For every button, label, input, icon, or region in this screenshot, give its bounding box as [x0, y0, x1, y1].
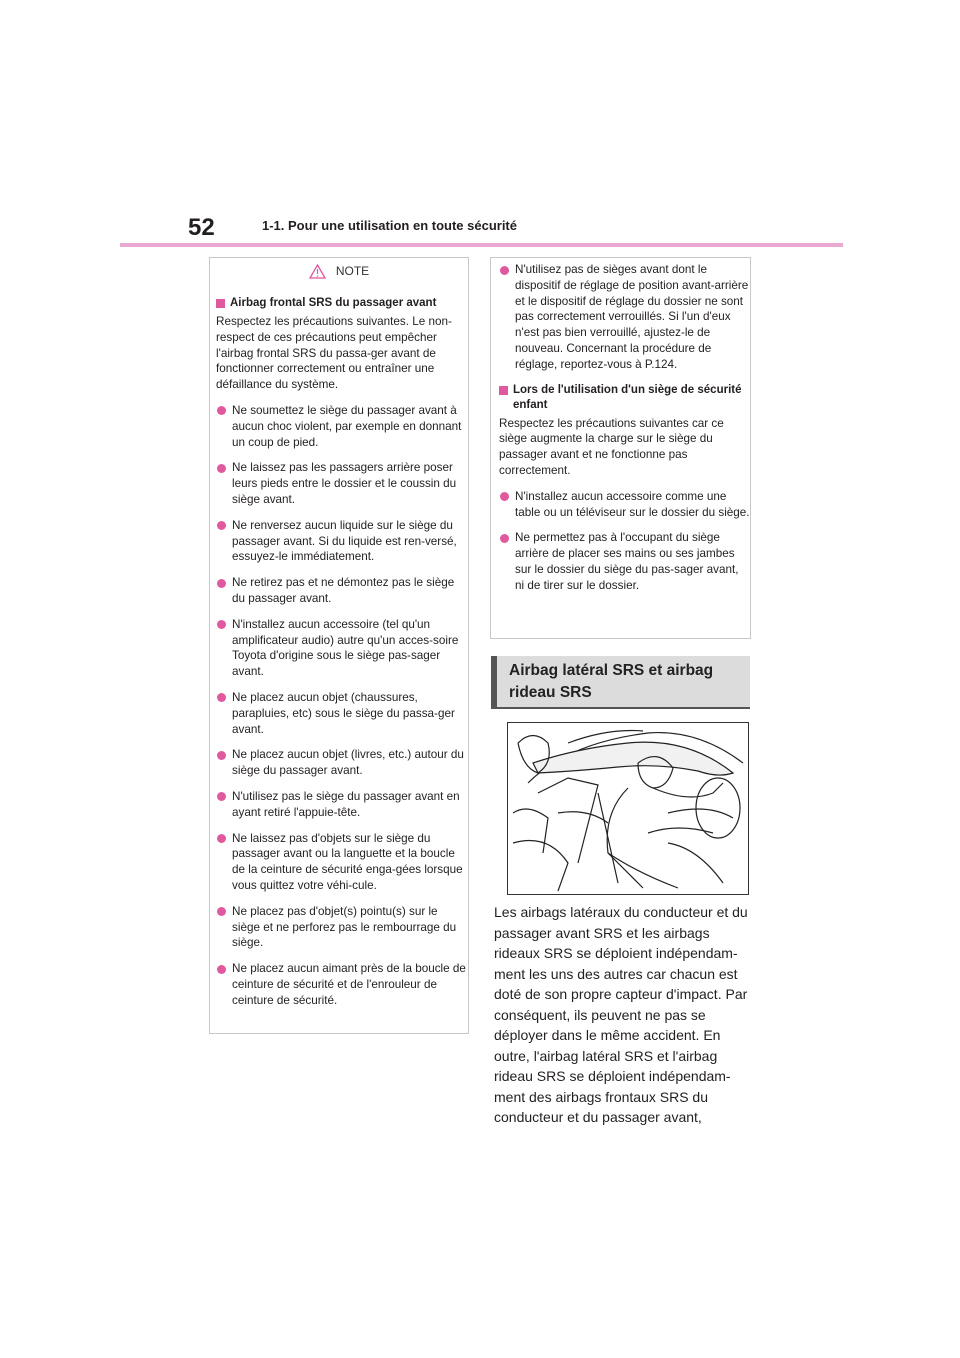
list-item-text: Ne renversez aucun liquide sur le siège du passager avant. Si du liquide est ren-versé, essuyez-le immédiatement. [232, 518, 457, 564]
list-item [216, 961, 468, 1008]
header-rule [120, 243, 843, 247]
dot-bullet-icon [217, 521, 226, 530]
section-heading: Airbag latéral SRS et airbag rideau SRS [491, 656, 750, 708]
square-bullet-icon [499, 386, 508, 395]
dot-bullet-icon [500, 534, 509, 543]
list-item-text: N'utilisez pas de sièges avant dont le dispositif de réglage de position avant-arrière et le dispositif de réglage du dossier ne sont pas correctement verrouillés. Si l'un d'eux n'est pas bien verrouillé, ajustez-le de nouveau. Concernant la procédure de réglage, reportez-vous à P.124. [515, 263, 749, 371]
note-header [210, 258, 468, 284]
dot-bullet-icon [217, 834, 226, 843]
airbag-illustration-icon [508, 723, 747, 893]
note-box-right [490, 257, 751, 639]
dot-bullet-icon [217, 693, 226, 702]
list-item [216, 460, 468, 507]
body-text: Les airbags latéraux du conducteur et du passager avant SRS et les airbags rideaux SRS se déploient indépendam-ment les uns des autres car chacun est doté de son propre capteur d'impact. Par conséquent, ils peuvent ne pas se déployer dans le même accident. En outre, l'airbag latéral SRS et l'airbag rideau SRS se déploient indépendam-ment des airbags frontaux SRS du conducteur et du passager avant, [494, 904, 748, 1125]
list-item-text: Ne placez pas d'objet(s) pointu(s) sur le siège et ne perforez pas le rembourrage du siège. [232, 904, 457, 950]
list-item [216, 518, 468, 565]
note-heading-text: Lors de l'utilisation d'un siège de sécurité enfant [513, 383, 742, 411]
dot-bullet-icon [500, 492, 509, 501]
list-item [216, 747, 468, 779]
note-intro: Respectez les précautions suivantes car ce siège augmente la charge sur le siège du passager avant et ne fonctionne pas correctement. [499, 416, 724, 477]
list-item-text: Ne permettez pas à l'occupant du siège arrière de placer ses mains ou ses jambes sur le dossier du siège du pas-sager avant, ni de tirer sur le dossier. [515, 531, 739, 592]
square-bullet-icon [216, 299, 225, 308]
warning-icon [309, 264, 326, 279]
list-item [216, 904, 468, 951]
list-item [216, 789, 468, 821]
list-item-text: N'installez aucun accessoire comme une table ou un téléviseur sur le dossier du siège. [515, 489, 750, 519]
list-item-text: Ne placez aucun aimant près de la boucle de ceinture de sécurité et de l'enrouleur de ceinture de sécurité. [232, 962, 466, 1007]
dot-bullet-icon [217, 464, 226, 473]
list-item [499, 262, 750, 373]
dot-bullet-icon [217, 406, 226, 415]
list-item-text: Ne placez aucun objet (chaussures, parapluies, etc) sous le siège du passa-ger avant. [232, 690, 455, 736]
dot-bullet-icon [217, 751, 226, 760]
list-item-text: Ne retirez pas et ne démontez pas le siège du passager avant. [232, 576, 455, 605]
dot-bullet-icon [217, 907, 226, 916]
section-heading-rule [491, 707, 750, 709]
note-box-left [209, 257, 469, 1034]
dot-bullet-icon [217, 620, 226, 629]
note-heading [499, 383, 750, 413]
section-title: 1-1. Pour une utilisation en toute sécurité [262, 218, 517, 233]
note-heading-text: Airbag frontal SRS du passager avant [230, 297, 437, 309]
page-number: 52 [188, 214, 215, 241]
note-right-content [491, 258, 750, 594]
list-item-text: Ne soumettez le siège du passager avant à aucun choc violent, par exemple en donnant un coup de pied. [232, 403, 462, 449]
list-item [216, 403, 468, 450]
list-item-text: Ne laissez pas d'objets sur le siège du passager avant ou la languette et la boucle de la ceinture de sécurité enga-gées lorsque vous quittez votre véhi-cule. [232, 831, 463, 892]
note-label: NOTE [335, 264, 370, 278]
note-left-content [210, 284, 468, 1008]
list-item-text: N'utilisez pas le siège du passager avant en ayant retiré l'appuie-tête. [232, 789, 460, 819]
list-item [216, 690, 468, 737]
dot-bullet-icon [217, 792, 226, 801]
list-item [499, 530, 750, 593]
list-item [216, 617, 468, 680]
note-intro: Respectez les précautions suivantes. Le non-respect de ces précautions peut empêcher l'airbag frontal SRS du passa-ger avant de fonctionner correctement ou entraîner une défaillance du système. [216, 315, 452, 392]
list-item-text: Ne laissez pas les passagers arrière poser leurs pieds entre le dossier et le coussin du siège avant. [232, 461, 457, 506]
list-item [216, 575, 468, 607]
dot-bullet-icon [500, 266, 509, 275]
list-item-text: N'installez aucun accessoire (tel qu'un amplificateur audio) autre qu'un acces-soire Toyota d'origine sous le siège pas-sager avant. [232, 617, 459, 679]
dot-bullet-icon [217, 579, 226, 588]
list-item-text: Ne placez aucun objet (livres, etc.) autour du siège du passager avant. [232, 748, 464, 778]
dot-bullet-icon [217, 965, 226, 974]
list-item [499, 489, 750, 521]
airbag-illustration [507, 722, 749, 895]
list-item [216, 831, 468, 894]
note-heading [216, 296, 468, 311]
